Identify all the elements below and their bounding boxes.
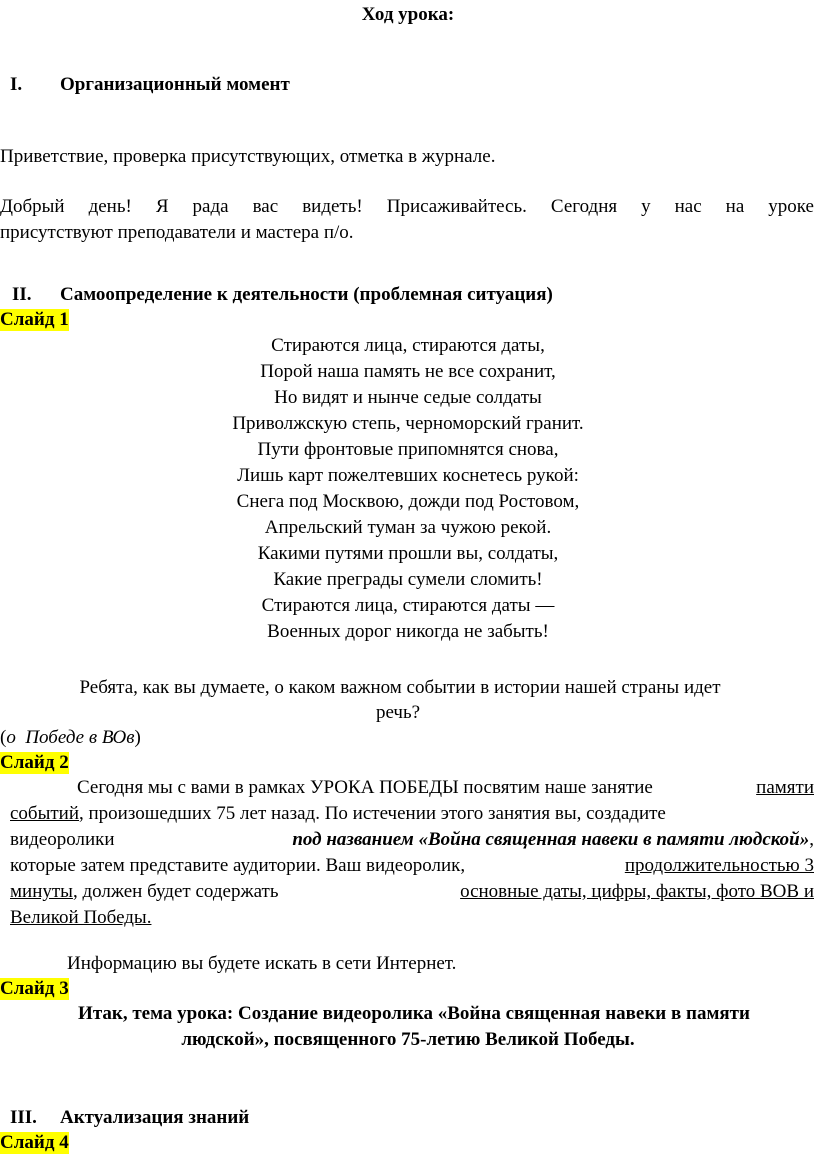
greeting-line: Приветствие, проверка присутствующих, отметка в журнале.	[0, 146, 496, 167]
poem-line: Приволжскую степь, черноморский гранит.	[232, 413, 584, 434]
poem-line: Но видят и нынче седые солдаты	[274, 387, 542, 408]
poem-line: Какими путями прошли вы, солдаты,	[257, 543, 559, 564]
answer-text: Победе в ВОв	[25, 727, 135, 748]
slide-3-label: Слайд 3	[0, 978, 69, 999]
slide-1-label: Слайд 1	[0, 309, 69, 330]
text-segment: видеоролики	[10, 829, 115, 850]
text-segment: , должен будет содержать	[72, 881, 279, 902]
slide-4-label: Слайд 4	[0, 1132, 69, 1153]
underlined-phrase: минуты	[10, 881, 73, 902]
underlined-phrase: событий	[10, 803, 80, 824]
section-3-heading: Актуализация знаний	[60, 1107, 250, 1128]
lesson-paragraph-line-3	[10, 829, 814, 851]
video-title-phrase: под названием «Война священная навеки в памяти людской»	[292, 829, 810, 850]
lesson-topic-line-2: людской», посвященного 75-летию Великой Победы.	[181, 1029, 635, 1050]
lesson-paragraph-line-6: Великой Победы.	[10, 907, 152, 928]
welcome-paragraph-line-2: присутствуют преподаватели и мастера п/о.	[0, 222, 354, 243]
answer-preposition: о	[6, 727, 16, 748]
question-line-2: речь?	[375, 702, 421, 723]
underlined-phrase: продолжительностью 3	[624, 855, 814, 876]
poem-line: Снега под Москвою, дожди под Ростовом,	[236, 491, 580, 512]
slide-2-label: Слайд 2	[0, 752, 69, 773]
poem-line: Лишь карт пожелтевших коснетесь рукой:	[237, 465, 579, 486]
answer-line	[0, 727, 141, 749]
text-segment: ,	[809, 829, 814, 850]
poem-line: Какие преграды сумели сломить!	[273, 569, 543, 590]
text-segment: Сегодня мы с вами в рамках УРОКА ПОБЕДЫ посвятим наше занятие	[77, 777, 653, 798]
lesson-topic-line-1: Итак, тема урока: Создание видеоролика «Война священная навеки в памяти	[78, 1003, 750, 1024]
answer-close-paren: )	[134, 727, 141, 748]
text-segment: которые затем представите аудитории. Ваш видеоролик,	[10, 855, 466, 876]
poem-line: Военных дорог никогда не забыть!	[267, 621, 549, 642]
internet-note: Информацию вы будете искать в сети Интернет.	[67, 953, 457, 974]
lesson-paragraph-line-5	[10, 881, 814, 903]
welcome-paragraph-line-1: Добрый день! Я рада вас видеть! Присаживайтесь. Сегодня у нас на уроке	[0, 196, 814, 217]
poem-line: Пути фронтовые припомнятся снова,	[257, 439, 559, 460]
lesson-paragraph-line-4	[10, 855, 814, 877]
answer-open-paren: (	[0, 727, 7, 748]
underlined-phrase: основные даты, цифры, факты, фото ВОВ и	[460, 881, 814, 902]
poem-line: Стираются лица, стираются даты,	[271, 335, 545, 356]
text-segment: , произошедших 75 лет назад. По истечении этого занятия вы, создадите	[79, 803, 666, 824]
poem-line: Стираются лица, стираются даты —	[261, 595, 555, 616]
lesson-paragraph-line-1	[77, 777, 814, 799]
section-1-number: I.	[10, 74, 23, 95]
poem-line: Апрельский туман за чужою рекой.	[264, 517, 552, 538]
section-1-heading: Организационный момент	[60, 74, 290, 95]
poem-line: Порой наша память не все сохранит,	[260, 361, 556, 382]
section-3-number: III.	[10, 1107, 37, 1128]
lesson-paragraph-line-2	[10, 803, 814, 825]
poem	[0, 333, 816, 645]
underlined-phrase: памяти	[756, 777, 814, 798]
section-2-number: II.	[12, 284, 32, 305]
section-2-heading: Самоопределение к деятельности (проблемная ситуация)	[60, 284, 553, 305]
question-line-1: Ребята, как вы думаете, о каком важном событии в истории нашей страны идет	[79, 677, 721, 698]
page-title: Ход урока:	[361, 4, 455, 25]
